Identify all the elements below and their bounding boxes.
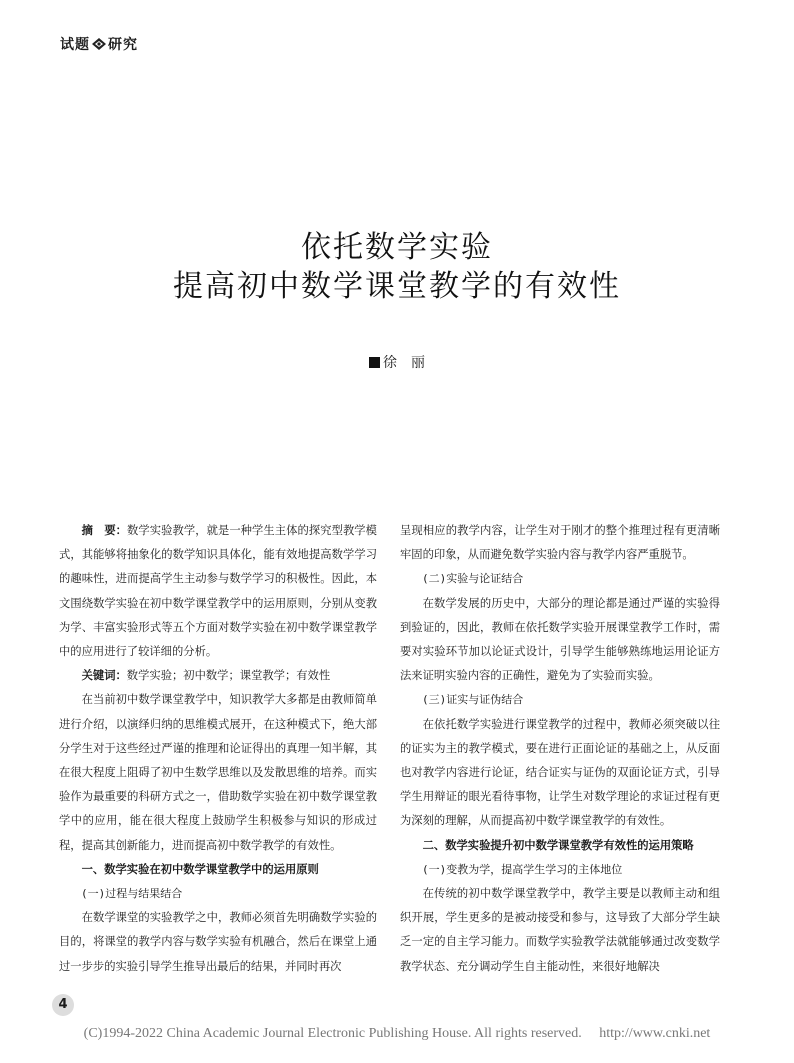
section-heading-1: 一、数学实验在初中数学课堂教学中的运用原则 xyxy=(81,862,319,876)
right-column xyxy=(400,519,720,979)
abstract-text: 数学实验教学，就是一种学生主体的探究型教学模式，其能够将抽象化的数学知识具体化，能有效地提高数学学习的趣味性，进而提高学生主动参与数学学习的积极性。因此，本文围绕数学实验在初中数学课堂教学中的运用原则，分别从变教为学、丰富实验形式等五个方面对数学实验在初中数学课堂教学中的应用进行了较详细的分析。 xyxy=(59,524,377,659)
subsection-2-paragraph: 在数学发展的历史中，大部分的理论都是通过严谨的实验得到验证的，因此，教师在依托数学实验开展课堂教学工作时，需要对实验环节加以论证式设计，引导学生能够熟练地运用论证方法来证明实验内容的正确性，避免为了实验而实验。 xyxy=(400,596,720,683)
header-right-text: 研究 xyxy=(108,37,138,53)
abstract-label: 摘 要： xyxy=(81,524,128,537)
article-title-line2: 提高初中数学课堂教学的有效性 xyxy=(173,269,621,304)
subsection-heading-1: (一)过程与结果结合 xyxy=(81,887,183,901)
section-heading-2: 二、数学实验提升初中数学课堂教学有效性的运用策略 xyxy=(422,838,694,852)
left-column xyxy=(59,519,377,979)
article-title-line1: 依托数学实验 xyxy=(301,230,493,265)
column-logo-icon xyxy=(91,36,107,52)
subsection-heading-3: (三)证实与证伪结合 xyxy=(422,693,524,707)
subsection-heading-2: (二)实验与论证结合 xyxy=(422,572,524,586)
subsection-4-paragraph: 在传统的初中数学课堂教学中，教学主要是以教师主动和组织开展，学生更多的是被动接受和参与，这导致了大部分学生缺乏一定的自主学习能力。而数学实验教学法就能够通过改变数学教学状态、充分调动学生自主能动性，来很好地解决 xyxy=(400,887,720,973)
abstract xyxy=(59,519,377,664)
author-name: 徐 丽 xyxy=(383,355,425,371)
copyright-footer: (C)1994-2022 China Academic Journal Electronic Publishing House. All rights reserved. http://www.cnki.net xyxy=(83,1026,711,1041)
subsection-1-paragraph: 在数学课堂的实验教学之中，教师必须首先明确数学实验的目的，将课堂的教学内容与数学实验有机融合，然后在课堂上通过一步步的实验引导学生推导出最后的结果，并同时再次 xyxy=(59,911,377,973)
keywords-label: 关键词： xyxy=(81,669,127,683)
journal-column-header xyxy=(60,34,138,54)
subsection-heading-4: (一)变教为学，提高学生学习的主体地位 xyxy=(422,862,623,876)
header-left-text: 试题 xyxy=(60,37,90,53)
author-marker-icon xyxy=(369,357,380,368)
continued-paragraph: 呈现相应的教学内容，让学生对于刚才的整个推理过程有更清晰牢固的印象，从而避免数学实验内容与教学内容严重脱节。 xyxy=(400,524,720,562)
keywords xyxy=(59,664,377,688)
subsection-3-paragraph: 在依托数学实验进行课堂教学的过程中，教师必须突破以往的证实为主的教学模式，要在进行正面论证的基础之上，从反面也对教学内容进行论证，结合证实与证伪的双面论证方式，引导学生用辩证的眼光看待事物，让学生对数学理论的求证过程有更为深刻的理解，从而提高初中数学课堂教学的有效性。 xyxy=(400,717,720,828)
page-number: 4 xyxy=(52,994,74,1016)
keywords-text: 数学实验；初中数学；课堂教学；有效性 xyxy=(126,669,331,683)
author-line xyxy=(0,352,794,372)
intro-paragraph: 在当前初中数学课堂教学中，知识教学大多都是由教师简单进行介绍，以演绎归纳的思维模式展开，在这种模式下，绝大部分学生对于这些经过严谨的推理和论证得出的真理一知半解，其在很大程度上阻碍了初中生数学思维以及发散思维的培养。而实验作为最重要的科研方式之一，借助数学实验在初中数学课堂教学中的应用，能在很大程度上鼓励学生积极参与知识的形成过程，提高其创新能力，进而提高初中数学教学的有效性。 xyxy=(59,693,377,852)
